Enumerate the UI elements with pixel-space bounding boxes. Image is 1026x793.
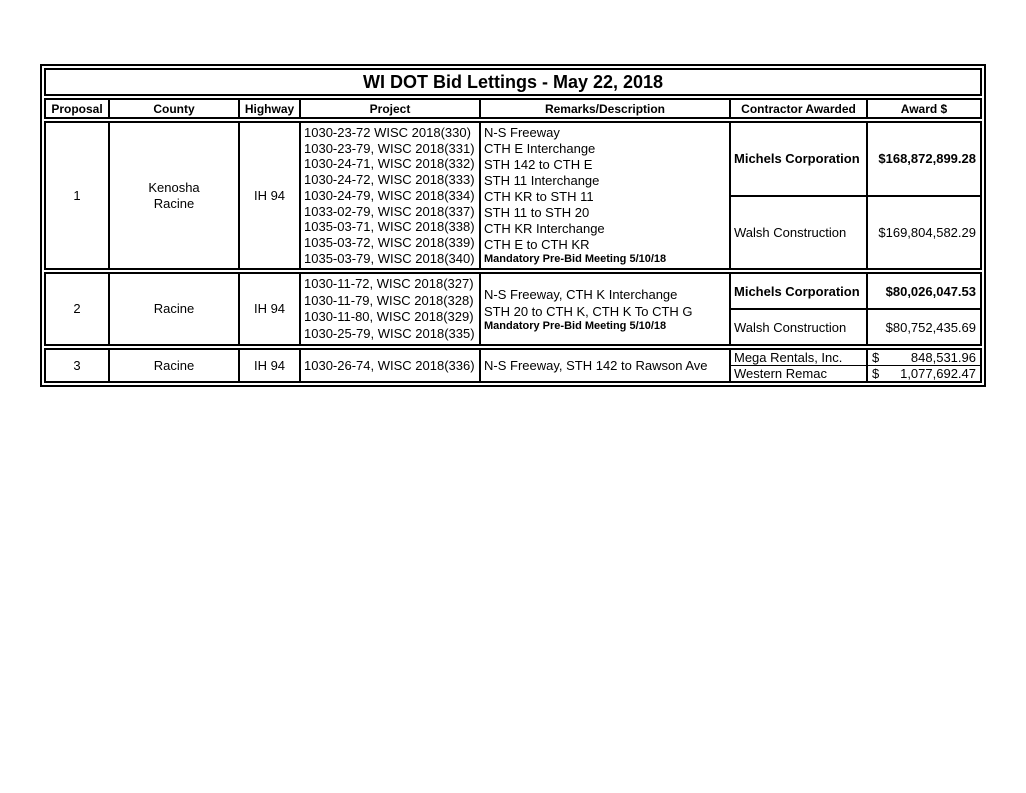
proposal-row-3 <box>44 348 982 383</box>
bids-block <box>731 350 980 381</box>
county-line: Kenosha <box>148 179 200 195</box>
pre-bid-meeting-note: Mandatory Pre-Bid Meeting 5/10/18 <box>484 319 667 332</box>
remarks-line: CTH KR to STH 11 <box>484 189 594 204</box>
bid-row <box>731 350 980 366</box>
project-cell <box>301 350 481 381</box>
bids-block <box>731 274 980 344</box>
project-line: 1030-11-79, WISC 2018(328) <box>304 292 474 308</box>
highway-cell: IH 94 <box>240 123 301 268</box>
project-line: 1030-24-71, WISC 2018(332) <box>304 156 475 172</box>
remarks-line: N-S Freeway, CTH K Interchange <box>484 286 678 302</box>
bid-row <box>731 197 980 269</box>
project-line: 1033-02-79, WISC 2018(337) <box>304 203 475 219</box>
remarks-line: STH 142 to CTH E <box>484 157 593 172</box>
county-cell <box>110 123 240 268</box>
contractor-name: Walsh Construction <box>731 197 868 269</box>
county-cell: Racine <box>110 274 240 344</box>
proposal-row-1 <box>44 121 982 270</box>
project-line: 1030-25-79, WISC 2018(335) <box>304 325 475 341</box>
remarks-cell <box>481 123 731 268</box>
bid-row <box>731 366 980 381</box>
project-line: 1030-11-80, WISC 2018(329) <box>304 309 474 325</box>
project-line: 1030-11-72, WISC 2018(327) <box>304 276 474 292</box>
remarks-line: STH 11 to STH 20 <box>484 205 590 220</box>
remarks-line: STH 11 Interchange <box>484 173 600 188</box>
award-amount: $168,872,899.28 <box>878 151 976 167</box>
county-cell: Racine <box>110 350 240 381</box>
remarks-cell <box>481 350 731 381</box>
project-line: 1030-26-74, WISC 2018(336) <box>304 358 475 374</box>
column-header-county: County <box>110 100 240 117</box>
remarks-line: CTH KR Interchange <box>484 221 605 236</box>
highway-cell: IH 94 <box>240 274 301 344</box>
contractor-name: Michels Corporation <box>731 274 868 308</box>
column-header-highway: Highway <box>240 100 301 117</box>
bid-row <box>731 310 980 344</box>
award-amount: $80,026,047.53 <box>885 283 976 299</box>
column-header-remarks: Remarks/Description <box>481 100 731 117</box>
project-line: 1035-03-71, WISC 2018(338) <box>304 219 475 235</box>
contractor-name: Mega Rentals, Inc. <box>731 350 868 365</box>
pre-bid-meeting-note: Mandatory Pre-Bid Meeting 5/10/18 <box>484 253 667 265</box>
award-amount <box>868 366 980 381</box>
project-line: 1035-03-79, WISC 2018(340) <box>304 250 475 266</box>
column-header-award: Award $ <box>900 102 948 116</box>
project-line: 1030-23-72 WISC 2018(330) <box>304 125 471 140</box>
project-cell <box>301 123 481 268</box>
remarks-cell <box>481 274 731 344</box>
currency-symbol: $ <box>872 366 880 382</box>
proposal-number: 3 <box>46 350 110 381</box>
county-line: Racine <box>153 195 195 211</box>
currency-symbol: $ <box>872 350 880 366</box>
amount-value: 1,077,692.47 <box>900 366 976 382</box>
bid-lettings-table <box>40 64 986 387</box>
remarks-line: N-S Freeway <box>484 125 560 140</box>
bid-row-awarded <box>731 274 980 310</box>
table-header-row <box>44 98 982 119</box>
remarks-line: CTH E Interchange <box>484 141 596 156</box>
contractor-name: Western Remac <box>731 366 868 381</box>
remarks-line: CTH E to CTH KR <box>484 237 590 252</box>
column-header-proposal: Proposal <box>46 100 110 117</box>
table-title: WI DOT Bid Lettings - May 22, 2018 <box>44 68 982 96</box>
project-line: 1030-24-79, WISC 2018(334) <box>304 187 475 203</box>
award-amount: $169,804,582.29 <box>878 225 976 240</box>
column-header-contractor: Contractor Awarded <box>731 100 868 117</box>
project-line: 1030-23-79, WISC 2018(331) <box>304 140 475 156</box>
proposal-row-2 <box>44 272 982 346</box>
proposal-number: 1 <box>46 123 110 268</box>
award-amount <box>868 350 980 365</box>
highway-cell: IH 94 <box>240 350 301 381</box>
amount-value: 848,531.96 <box>910 350 976 366</box>
project-line: 1035-03-72, WISC 2018(339) <box>304 234 475 250</box>
proposal-number: 2 <box>46 274 110 344</box>
remarks-line: N-S Freeway, STH 142 to Rawson Ave <box>484 358 708 374</box>
bid-row-awarded <box>731 123 980 197</box>
project-line: 1030-24-72, WISC 2018(333) <box>304 172 475 188</box>
column-header-project: Project <box>301 100 481 117</box>
bids-block <box>731 123 980 268</box>
project-cell <box>301 274 481 344</box>
award-amount: $80,752,435.69 <box>885 319 976 335</box>
contractor-name: Walsh Construction <box>731 310 868 344</box>
remarks-line: STH 20 to CTH K, CTH K To CTH G <box>484 303 693 319</box>
contractor-name: Michels Corporation <box>731 123 868 195</box>
